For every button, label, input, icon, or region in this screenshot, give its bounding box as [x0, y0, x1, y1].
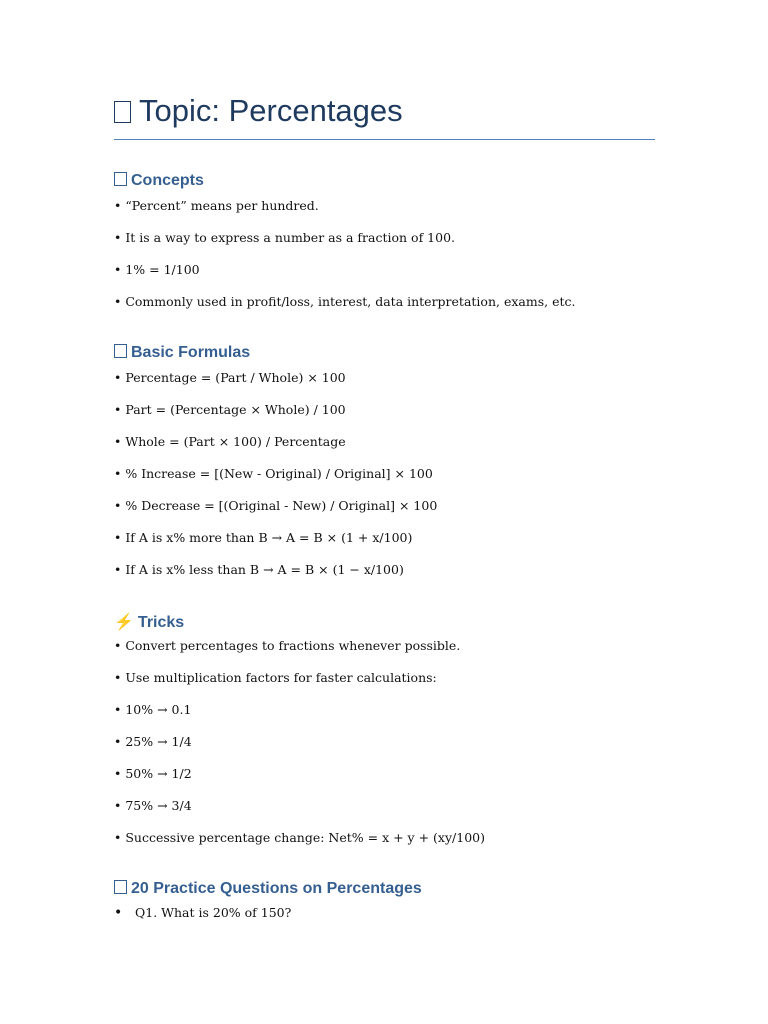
- concepts-item: • “Percent” means per hundred.: [114, 198, 319, 213]
- formula-item: • % Increase = [(New - Original) / Original] × 100: [114, 466, 433, 481]
- concepts-item: • It is a way to express a number as a fraction of 100.: [114, 230, 456, 245]
- concepts-item: • Commonly used in profit/loss, interest, data interpretation, exams, etc.: [114, 294, 576, 309]
- practice-question-item: [114, 905, 291, 921]
- tricks-item: • 10% → 0.1: [114, 702, 192, 717]
- practice-question-text: Q1. What is 20% of 150?: [135, 905, 292, 920]
- formulas-heading-text: Basic Formulas: [131, 344, 251, 361]
- formula-item: • If A is x% less than B → A = B × (1 − x/100): [114, 562, 404, 577]
- tricks-item: • Use multiplication factors for faster calculations:: [114, 670, 437, 685]
- tricks-heading-text: Tricks: [137, 614, 185, 631]
- tricks-item: • 25% → 1/4: [114, 734, 192, 749]
- bullet-icon: •: [114, 905, 123, 921]
- page-title: [114, 93, 403, 129]
- tricks-item: • 50% → 1/2: [114, 766, 192, 781]
- page-title-text: Topic: Percentages: [139, 93, 403, 128]
- lightning-icon: ⚡: [114, 614, 134, 631]
- formulas-heading: [114, 344, 250, 362]
- concepts-heading-text: Concepts: [131, 172, 204, 189]
- missing-glyph-icon: [114, 344, 127, 358]
- formula-item: • Percentage = (Part / Whole) × 100: [114, 370, 346, 385]
- missing-glyph-icon: [114, 880, 127, 894]
- tricks-item: • Convert percentages to fractions whenever possible.: [114, 638, 461, 653]
- formula-item: • If A is x% more than B → A = B × (1 + x/100): [114, 530, 413, 545]
- missing-glyph-icon: [114, 172, 127, 186]
- formula-item: • % Decrease = [(Original - New) / Original] × 100: [114, 498, 438, 513]
- missing-glyph-icon: [114, 101, 131, 123]
- practice-heading-text: 20 Practice Questions on Percentages: [131, 880, 422, 897]
- practice-heading: [114, 880, 422, 898]
- concepts-item: • 1% = 1/100: [114, 262, 200, 277]
- formula-item: • Part = (Percentage × Whole) / 100: [114, 402, 346, 417]
- tricks-heading: [114, 612, 184, 632]
- title-underline: [114, 139, 655, 140]
- formula-item: • Whole = (Part × 100) / Percentage: [114, 434, 346, 449]
- tricks-item: • Successive percentage change: Net% = x + y + (xy/100): [114, 830, 485, 845]
- concepts-heading: [114, 172, 204, 190]
- tricks-item: • 75% → 3/4: [114, 798, 192, 813]
